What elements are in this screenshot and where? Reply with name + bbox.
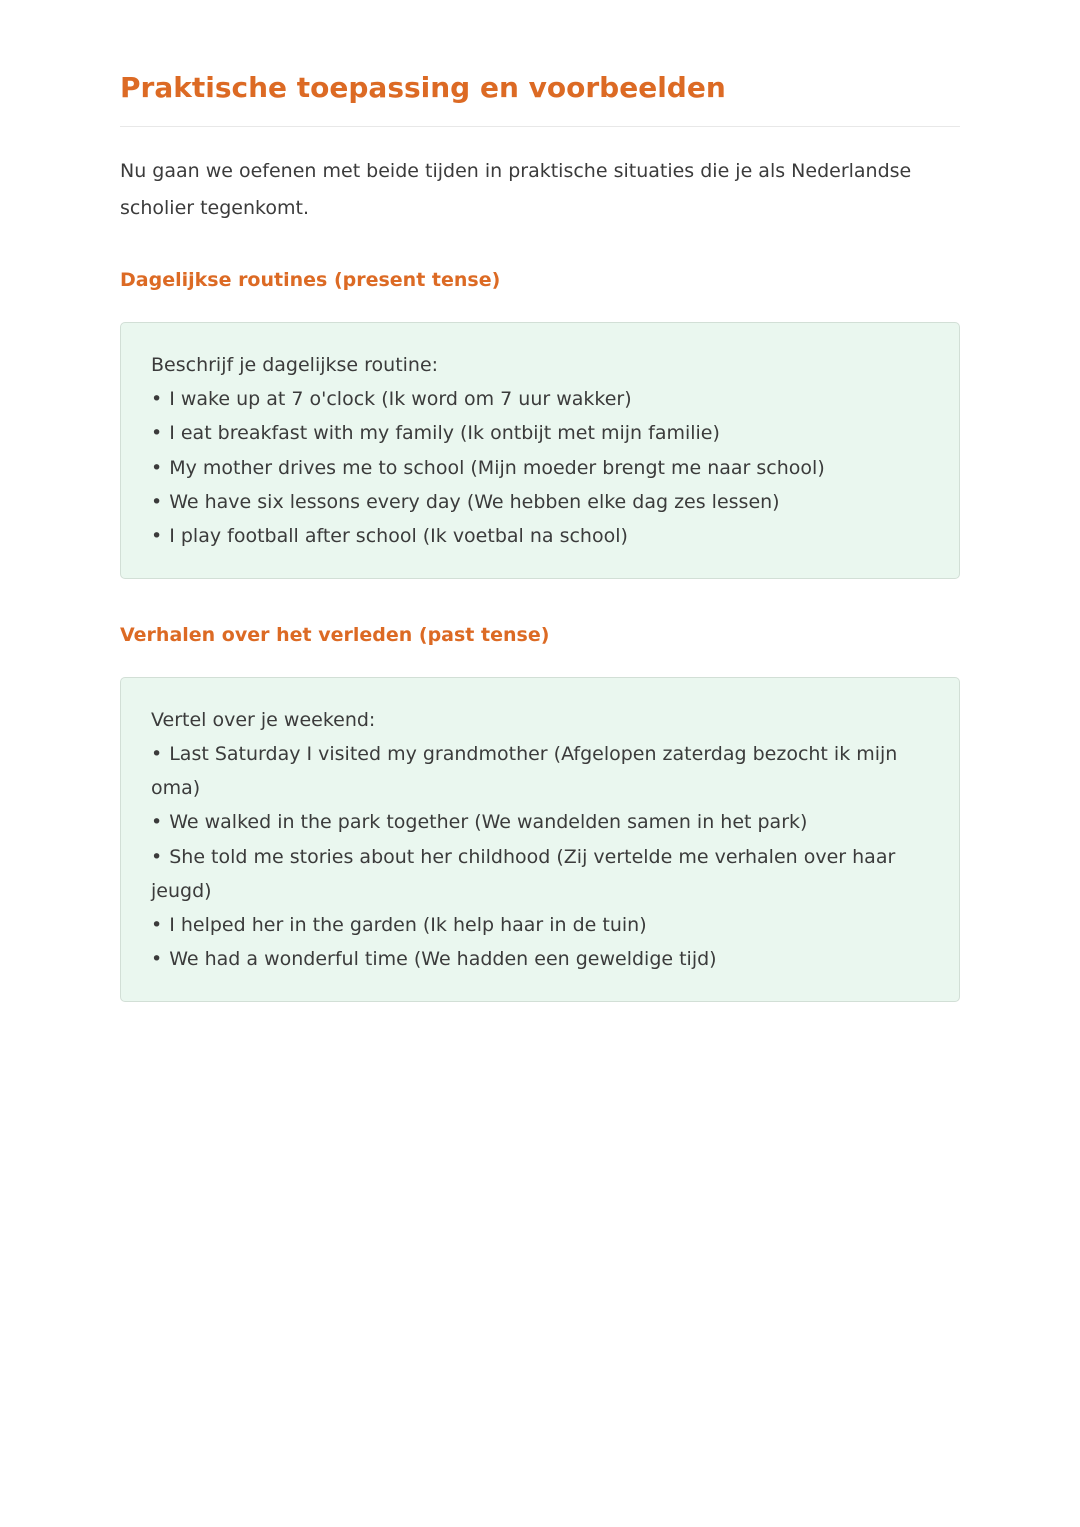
- section-past-stories: [120, 622, 960, 1002]
- bullet-item: [151, 805, 929, 839]
- section-daily-routines: [120, 267, 960, 579]
- bullet-text: Last Saturday I visited my grandmother (Afgelopen zaterdag bezocht ik mijn oma): [151, 742, 898, 800]
- intro-paragraph: Nu gaan we oefenen met beide tijden in praktische situaties die je als Nederlandse scholier tegenkomt.: [120, 160, 912, 220]
- bullet-item: [151, 382, 929, 416]
- bullet-glyph: •: [151, 388, 163, 411]
- bullet-item: [151, 942, 929, 976]
- page-title: Praktische toepassing en voorbeelden: [120, 71, 726, 104]
- bullet-text: We walked in the park together (We wandelden samen in het park): [169, 811, 808, 834]
- example-box: [120, 677, 960, 1003]
- bullet-text: I wake up at 7 o'clock (Ik word om 7 uur wakker): [169, 388, 632, 411]
- bullet-text: I eat breakfast with my family (Ik ontbijt met mijn familie): [169, 422, 720, 445]
- bullet-glyph: •: [151, 845, 163, 868]
- box-lead-text: Vertel over je weekend:: [151, 708, 376, 731]
- bullet-glyph: •: [151, 490, 163, 513]
- section-heading: Verhalen over het verleden (past tense): [120, 624, 550, 647]
- bullet-glyph: •: [151, 422, 163, 445]
- bullet-glyph: •: [151, 913, 163, 936]
- bullet-glyph: •: [151, 948, 163, 971]
- box-lead-text: Beschrijf je dagelijkse routine:: [151, 354, 439, 377]
- bullet-item: [151, 519, 929, 553]
- bullet-glyph: •: [151, 742, 163, 765]
- bullet-glyph: •: [151, 811, 163, 834]
- bullet-item: [151, 416, 929, 450]
- bullet-item: [151, 451, 929, 485]
- bullet-text: We had a wonderful time (We hadden een geweldige tijd): [169, 948, 717, 971]
- bullet-text: I play football after school (Ik voetbal na school): [169, 525, 628, 548]
- bullet-item: [151, 737, 929, 805]
- bullet-text: My mother drives me to school (Mijn moeder brengt me naar school): [169, 456, 825, 479]
- bullet-item: [151, 840, 929, 908]
- bullet-item: [151, 908, 929, 942]
- example-box: [120, 322, 960, 579]
- bullet-glyph: •: [151, 456, 163, 479]
- title-divider: [120, 126, 960, 127]
- bullet-text: I helped her in the garden (Ik help haar in de tuin): [169, 913, 647, 936]
- bullet-glyph: •: [151, 525, 163, 548]
- bullet-item: [151, 485, 929, 519]
- section-heading: Dagelijkse routines (present tense): [120, 269, 501, 292]
- bullet-text: We have six lessons every day (We hebben elke dag zes lessen): [169, 490, 780, 513]
- bullet-text: She told me stories about her childhood (Zij vertelde me verhalen over haar jeugd): [151, 845, 896, 902]
